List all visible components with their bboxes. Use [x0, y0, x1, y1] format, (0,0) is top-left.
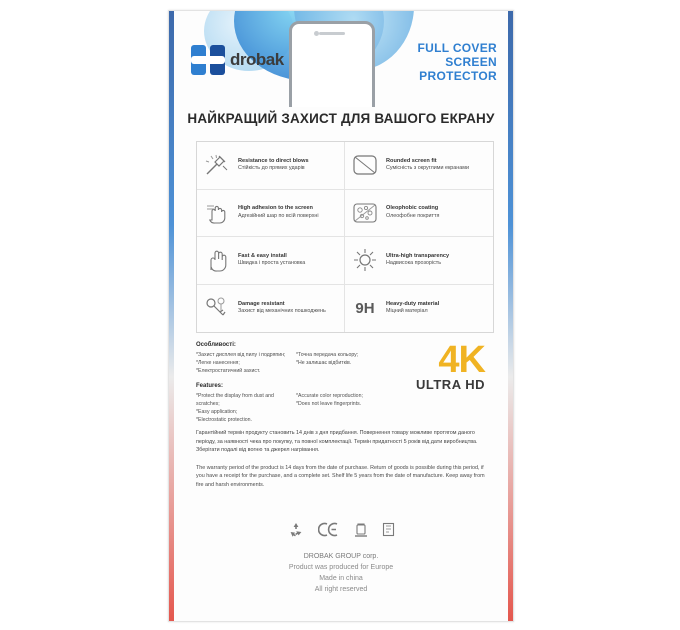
- feature-en: Ultra-high transparency: [386, 252, 450, 259]
- features-grid: [196, 141, 494, 333]
- phone-outline-icon: [289, 21, 375, 107]
- feature-en: Fast & easy install: [238, 252, 287, 259]
- feature-ua: Сумісність з округлими екранами: [386, 165, 469, 172]
- list-item: *Protect the display from dust and scratches;: [196, 393, 274, 407]
- glove-icon: [202, 245, 232, 275]
- feature-ua: Швидка і проста установка: [238, 260, 306, 267]
- uhd-resolution: 4K: [438, 339, 485, 381]
- feature-text: [386, 158, 469, 173]
- hardness-9h-icon: 9H: [355, 299, 375, 317]
- footer: [169, 551, 513, 595]
- brand-name: drobak: [230, 50, 284, 69]
- feature-text: [238, 205, 319, 220]
- headline-line-3: PROTECTOR: [419, 69, 497, 83]
- feature-ua: Захист від механічних пошкоджень: [238, 308, 326, 315]
- feature-lists: [196, 341, 386, 431]
- feature-list-ua-right: [296, 351, 386, 375]
- feature-text: [386, 205, 439, 220]
- feature-text: [238, 301, 326, 316]
- feature-en: Oleophobic coating: [386, 205, 439, 212]
- list-item: *Не залишає відбитків.: [296, 360, 352, 366]
- weee-icon: [354, 521, 368, 537]
- feature-cell: [197, 285, 345, 333]
- feature-en: High adhesion to the screen: [238, 205, 313, 212]
- phone-speaker: [319, 32, 345, 35]
- phone-camera: [314, 31, 319, 36]
- feature-cell: [345, 142, 493, 190]
- feature-cell: [345, 285, 493, 333]
- recycle-icon: [288, 521, 304, 537]
- headline-line-2: SCREEN: [445, 55, 497, 69]
- feature-list-en-title: Features:: [196, 383, 224, 389]
- warranty-ua: Гарантійний термін продукту становить 14 днів з дня придбання. Повернення товару можливе протягом даного періоду, за наявності чека про покупку, та повної комплектації. Термін придатності 5 років від дати виробництва. Зберігати подалі від вогню та джерел нагрівання.: [196, 430, 478, 454]
- feature-ua: Надвисока прозорість: [386, 260, 442, 267]
- headline-line-1: FULL COVER: [417, 41, 497, 55]
- list-item: *Легке нанесення;: [196, 360, 240, 366]
- sun-icon: [350, 245, 380, 275]
- list-item: *Точна передача кольору;: [296, 352, 359, 358]
- feature-list-ua: [196, 341, 386, 375]
- ce-icon: [318, 522, 340, 537]
- feature-en: Damage resistant: [238, 300, 285, 307]
- feature-text: [238, 158, 309, 173]
- feature-text: [386, 301, 439, 316]
- feature-list-en-right: [296, 392, 386, 424]
- brand-logo: [191, 45, 284, 75]
- keys-icon: [202, 293, 232, 323]
- feature-cell: [345, 237, 493, 285]
- list-item: *Easy application;: [196, 409, 238, 415]
- corner-fit-icon: [350, 150, 380, 180]
- list-item: *Does not leave fingerprints.: [296, 401, 362, 407]
- warranty-en: The warranty period of the product is 14 days from the date of purchase. Return of goods is possible during this period, if you have a receipt for the purchase, and a complete set. Shelf life 5 years from the date of manufacture. Keep away from fire and harsh environments.: [196, 464, 485, 488]
- feature-ua: Олеофобне покриття: [386, 212, 440, 219]
- package-card: [168, 10, 514, 622]
- drobak-mark-icon: [191, 45, 225, 75]
- list-item: *Electrostatic protection.: [196, 417, 252, 423]
- uhd-label: ULTRA HD: [416, 377, 485, 392]
- list-item: *Електростатичний захист.: [196, 368, 261, 374]
- list-item: *Accurate color reproduction;: [296, 393, 363, 399]
- rohs-icon: [382, 522, 395, 537]
- footer-line: All right reserved: [314, 586, 368, 593]
- footer-line: Product was produced for Europe: [288, 564, 394, 571]
- feature-list-en: [196, 382, 386, 424]
- feature-cell: [197, 142, 345, 190]
- feature-cell: [345, 190, 493, 238]
- feature-en: Rounded screen fit: [386, 157, 437, 164]
- feature-en: Resistance to direct blows: [238, 157, 309, 164]
- feature-text: [238, 253, 305, 268]
- list-item: *Захист дисплея від пилу і подряпин;: [196, 352, 286, 358]
- feature-cell: [197, 237, 345, 285]
- slogan: НАЙКРАЩИЙ ЗАХИСТ ДЛЯ ВАШОГО ЕКРАНУ: [187, 111, 495, 126]
- footer-line: Made in china: [319, 575, 363, 582]
- certification-row: [169, 521, 513, 537]
- feature-text: [386, 253, 449, 268]
- feature-ua: Міцний матеріал: [386, 308, 428, 315]
- feature-list-ua-title: Особливості:: [196, 342, 236, 348]
- feature-list-en-left: [196, 392, 286, 424]
- feature-cell: [197, 190, 345, 238]
- feature-ua: Стійкість до прямих ударів: [238, 165, 305, 172]
- feature-en: Heavy-duty material: [386, 300, 440, 307]
- headline: [418, 41, 497, 83]
- warranty-text: [196, 429, 486, 499]
- uhd-badge: [416, 339, 485, 392]
- hammer-icon: [202, 150, 232, 180]
- water-drop-icon: [350, 198, 380, 228]
- hand-press-icon: [202, 198, 232, 228]
- company-name: DROBAK GROUP corp.: [303, 553, 379, 560]
- feature-list-ua-left: [196, 351, 286, 375]
- feature-ua: Адгезійний шар по всій поверхні: [238, 212, 319, 219]
